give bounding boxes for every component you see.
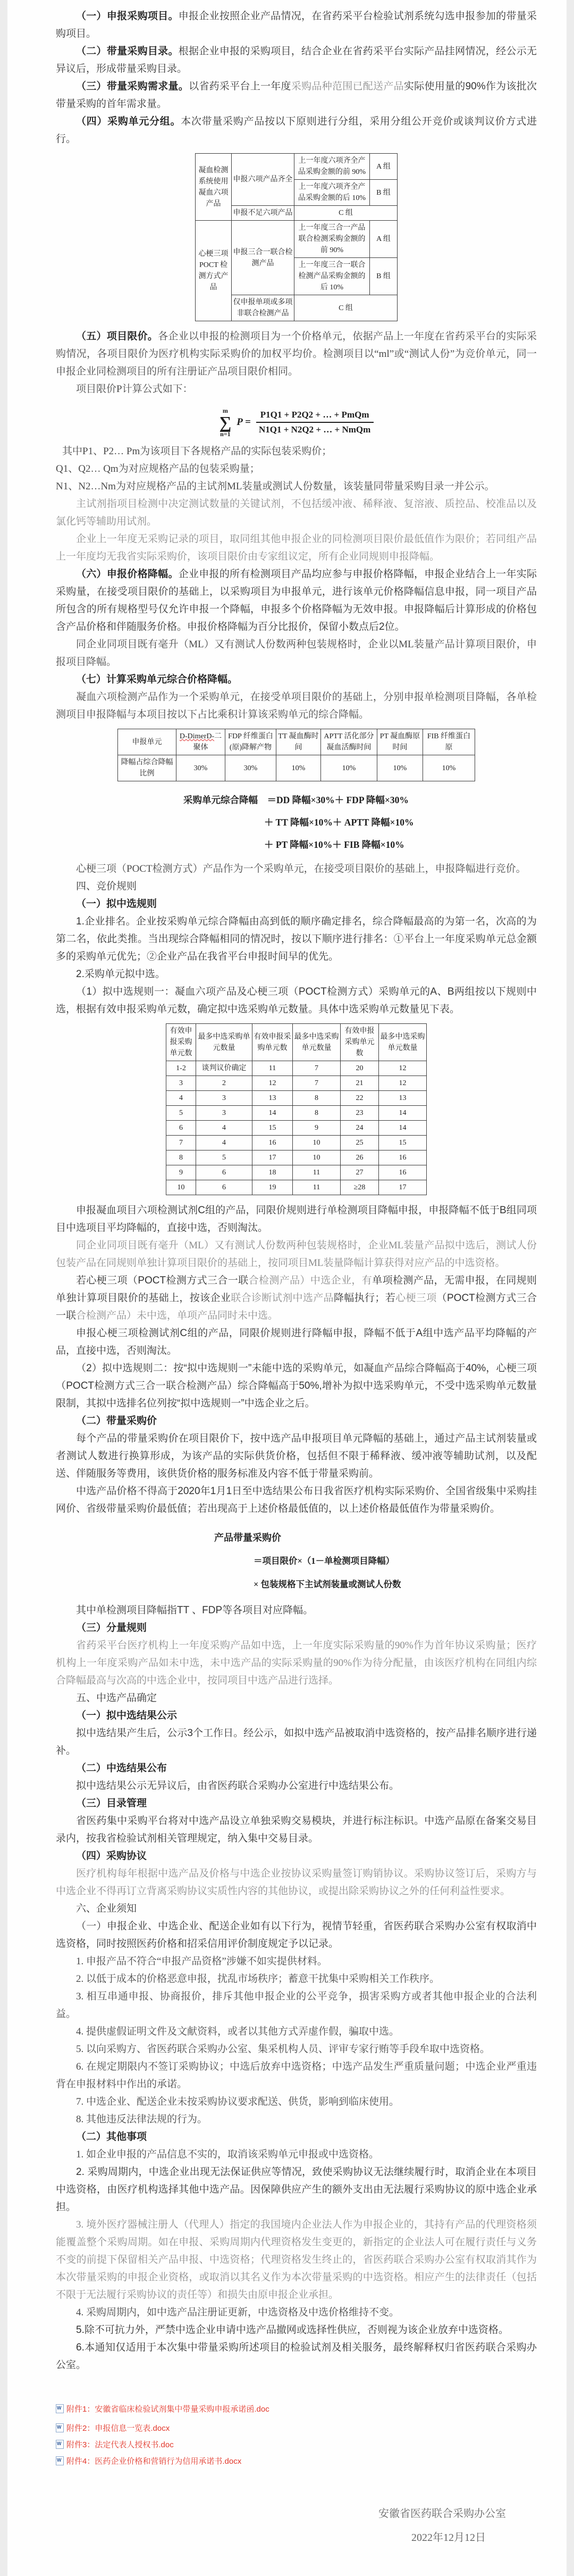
formula-title: 产品带量采购价: [214, 1532, 281, 1543]
attachment-row: [56, 2403, 537, 2414]
heading-run: （三）带量采购需求量。: [76, 81, 189, 92]
text-run: 拟中选结果公示无异议后，由省医药联合采购办公室进行中选结果公布。: [76, 1780, 400, 1791]
table-cell: 8: [166, 1151, 196, 1165]
paragraph: [56, 7, 537, 43]
table-cell: 17: [379, 1180, 427, 1195]
paragraph: [56, 2093, 537, 2111]
text-run: 3. 境外医疗器械注册人（代理人）指定的我国境内企业法人作为申报企业的，其持有产品的代理资格须能覆盖整个采购周期。如在申报、采购周期内代理资格发生变更的，新指定的企业法人可在履行责任与义务不变的前提下保留相关产品申报、中选资格；代理资格发生终止的，省医药联合采购办公室有权取消其作为本次带量采购的申报企业资格，或取消以其名义作为本次带量采购的中选资格。相应产生的法律责任（包括不限于无法履行采购协议的责任等）和损失由原申报企业承担。: [56, 2219, 537, 2300]
text-run: 8. 其他违反法律法规的行为。: [76, 2114, 208, 2125]
table-cell: 13: [379, 1091, 427, 1106]
paragraph: [56, 1953, 537, 1970]
attachment-link[interactable]: 附件3：法定代表人授权书.doc: [66, 2440, 174, 2449]
paragraph: [56, 1900, 537, 1918]
table-cell: A 组: [370, 154, 398, 180]
table-cell: 18: [252, 1165, 293, 1180]
formula-line: 采购单元综合降幅 ＝DD 降幅×30%＋ FDP 降幅×30%: [183, 795, 409, 805]
table-row: [166, 1106, 427, 1121]
text-run: 主试剂指项目检测中决定测试数量的关键试剂，不包括缓冲液、稀释液、复溶液、质控品、校准品以及氯化钙等辅助用试剂。: [56, 498, 537, 527]
paragraph: [56, 1707, 537, 1724]
text-run: 申报凝血项目六项检测试剂C组的产品，同限价规则进行单检测项目降幅申报，申报降幅不低于B组同项目中选项目平均降幅的，直接中选，否则淘汰。: [56, 1205, 537, 1233]
table-cell: 最多中选采购单元数量: [196, 1024, 252, 1061]
paragraph: [56, 895, 537, 913]
text-run: 各企业以申报的检测项目为一个价格单元，依据产品上一年度在省药采平台的实际采购情况，各项目限价为医疗机构实际采购价的加权平均价。检测项目以“ml”或“测试人份”为竞价单元，同一申报企业同检测项目的所有注册证产品项目限价相同。: [56, 331, 537, 377]
text-run: 5.除不可抗力外，严禁中选企业申请中选产品撤网或选择性供应，否则视为该企业放弃中选资格。: [76, 2324, 509, 2336]
table-cell: 谈判议价确定: [196, 1061, 252, 1076]
heading-run: （四）采购单元分组。: [76, 116, 181, 127]
table-cell: 2: [196, 1076, 252, 1091]
formula-line: ＝项目限价×（1－单检测项目降幅）: [254, 1556, 395, 1566]
text-run: 6. 在规定期限内不签订采购协议；中选后放弃中选资格；中选产品发生严重质量问题；中选企业严重违背在申报材料中作出的承诺。: [56, 2061, 537, 2090]
table-cell: 3: [196, 1091, 252, 1106]
text-run: 四、竞价规则: [76, 881, 137, 892]
formula-line: ＋ PT 降幅×10%＋ FIB 降幅×10%: [264, 839, 404, 850]
paragraph: [56, 1324, 537, 1360]
sum-limit: n=1: [220, 430, 231, 438]
table-cell: 15: [252, 1121, 293, 1136]
paragraph: [56, 1970, 537, 1988]
fraction-denominator: N1Q1 + N2Q2 + … + NmQm: [258, 424, 371, 435]
paragraph: [56, 1237, 537, 1272]
table-row: [166, 1121, 427, 1136]
text-run: 申报心梗三项检测试剂C组的产品，同限价规则进行降幅申报，降幅不低于A组中选产品平均降幅的产品，直接中选，否则淘汰。: [56, 1328, 537, 1356]
paragraph: [56, 688, 537, 723]
table-cell: 21: [341, 1076, 379, 1091]
heading-run: （一）拟中选规则: [76, 898, 157, 910]
table-cell: 22: [341, 1091, 379, 1106]
table-cell: 凝血检测系统使用凝血六项产品: [196, 154, 232, 221]
paragraph: [56, 671, 537, 688]
table-row: [118, 729, 475, 755]
text-run: 其中P1、P2… Pm为该项目下各规格产品的实际包装采购价；: [62, 446, 332, 457]
text-run: 4. 采购周期内，如中选产品注册证更新，中选资格及中选价格维持不变。: [76, 2307, 400, 2318]
table-cell: B 组: [370, 180, 398, 206]
paragraph: [56, 43, 537, 78]
paragraph: [56, 2040, 537, 2058]
text-run: 省药采平台医疗机构上一年度采购产品如中选，上一年度实际采购量的90%作为首年协议采购量；医疗机构上一年度采购产品如未中选，未中选产品的实际采购量的90%作为待分配量，由该医疗机构在同组内综合降幅最高与次高的中选企业中，按同项目中选产品进行选择。: [56, 1640, 537, 1686]
paragraph: [56, 78, 537, 113]
paragraph: [56, 2321, 537, 2339]
text-run: 企业申报的所有检测项目产品均应参与申报价格降幅，申报企业结合上一年实际采购量，在接受项目限价的基础上，以采购项目为申报单元，进行该单元价格降幅信息申报，同一项目产品所包含的所有规格型号仅允许申报一个降幅，申报多个价格降幅为无效申报。申报降幅后计算形成的价格包含产品价格和伴随服务价格。申报价格降幅为百分比报价，保留小数点后2位。: [56, 569, 537, 632]
paragraph: [56, 965, 537, 983]
table-cell: 3: [166, 1076, 196, 1091]
table-cell: 心梗三项POCT 检测方式产品: [196, 221, 232, 321]
text-run: 五、中选产品确定: [76, 1693, 157, 1704]
paragraph: [56, 2128, 537, 2146]
table-cell: 11: [293, 1165, 341, 1180]
paragraph: [56, 1795, 537, 1812]
table-cell: 24: [341, 1121, 379, 1136]
table-row: [166, 1180, 427, 1195]
text-run: 根据企业申报的采购项目，结合企业在省药采平台实际产品挂网情况，经公示无异议后，形成带量采购目录。: [56, 46, 537, 74]
sum-limit: m: [222, 407, 228, 414]
text-run: 4. 提供虚假证明文件及文献资料，或者以其他方式弄虚作假，骗取中选。: [76, 2026, 400, 2037]
paragraph: [56, 328, 537, 380]
table-cell: 上一年度三合一产品联合检测采购金额的前 90%: [294, 221, 370, 258]
table-cell: 27: [341, 1165, 379, 1180]
table-cell: TT 凝血酶时间: [276, 729, 321, 755]
table-cell: C 组: [294, 295, 398, 321]
table-cell: 6: [166, 1121, 196, 1136]
paragraph: [56, 1988, 537, 2023]
paragraph: [56, 913, 537, 965]
text-run: 六、企业须知: [76, 1903, 137, 1914]
paragraph: [56, 443, 537, 460]
text-run: （2）拟中选规则二：按“拟中选规则一”未能中选的采购单元，如凝血产品综合降幅高于40%，心梗三项（POCT检测方式三合一联合检测产品）综合降幅高于50%,增补为拟中选采购单元，不受中选采购单元数量限制，其拟中选排名位列按“拟中选规则一”中选企业之后。: [56, 1363, 537, 1409]
text-run: 合检测产品）未中选，单项产品同时未中选。: [76, 1310, 278, 1321]
paragraph: [56, 1619, 537, 1637]
paragraph: [56, 1412, 537, 1430]
paragraph: [56, 113, 537, 148]
text-run: （POCT检测方式三合一联: [56, 1293, 537, 1321]
table-cell: 26: [341, 1151, 379, 1165]
table-cell: 1-2: [166, 1061, 196, 1076]
table-row: [166, 1076, 427, 1091]
text-run: （一）申报企业、中选企业、配送企业如有以下行为，视情节轻重，省医药联合采购办公室有权取消中选资格，同时按照医药价格和招采信用评价制度规定予以记录。: [56, 1921, 537, 1949]
formula-line: [56, 1526, 537, 1549]
heading-run: （二）带量采购目录。: [76, 46, 179, 57]
table-cell: 4: [166, 1091, 196, 1106]
paragraph: [56, 1689, 537, 1707]
attachment-row: [56, 2439, 537, 2450]
text-run: 6.本通知仅适用于本次集中带量采购所述项目的检验试剂及相关服务，最终解释权归省医药联合采购办公室。: [56, 2342, 537, 2371]
paragraph: [56, 1918, 537, 1953]
composite-reduction-formula: [56, 789, 537, 856]
paragraph: [56, 460, 537, 478]
table-row: [166, 1165, 427, 1180]
table-cell: PT 凝血酶原时间: [377, 729, 423, 755]
table-cell: 8: [293, 1106, 341, 1121]
paragraph: [56, 1602, 537, 1619]
text-run: 7. 中选企业、配送企业未按采购协议要求配送、供货，影响到临床使用。: [76, 2096, 400, 2107]
text-run: 企业上一年度无采购记录的项目，取同组其他申报企业的同检测项目限价最低值作为限价；若同组产品上一年度均无我省实际采购价，该项目限价由专家组议定，所有企业同规则申报降幅。: [56, 533, 537, 562]
table-row: [196, 154, 398, 180]
paragraph: [56, 636, 537, 671]
table-cell: 申报不足六项产品: [232, 206, 294, 221]
table-cell: 13: [252, 1091, 293, 1106]
formula-title: 采购单元综合降幅: [183, 795, 258, 805]
footer-organization: 安徽省医药联合采购办公室: [378, 2508, 506, 2520]
paragraph: [56, 1777, 537, 1795]
table-cell: 10%: [321, 755, 377, 781]
text-run: 同企业同项目既有毫升（ML）又有测试人份数两种包装规格时，企业ML装量产品拟中选后，测试人份包装产品在同规则单独计算项目限价的基础上，按同项目ML装量降幅计算获得对应产品的中选资格。: [56, 1240, 537, 1269]
table-cell: 最多中选采购单元数量: [379, 1024, 427, 1061]
table-cell: 10: [293, 1151, 341, 1165]
paragraph: [56, 478, 537, 495]
table-cell: A 组: [370, 221, 398, 258]
text-run: 本次带量采购产品按以下原则进行分组，采用分组公开竞价或谈判议价方式进行。: [56, 116, 537, 145]
sum-icon: ∑: [219, 413, 232, 432]
text-run: 单项检测产品，无需申报，在同规则单独计算项目限价的基础上，按该企业: [56, 1275, 537, 1304]
table-cell: 3: [196, 1106, 252, 1121]
paragraph: [56, 2023, 537, 2040]
table-cell: 有效申报采购单元数: [341, 1024, 379, 1061]
heading-run: （二）中选结果公布: [76, 1763, 167, 1774]
table-cell: 23: [341, 1106, 379, 1121]
attachment-link[interactable]: 附件1：安徽省临床检验试剂集中带量采购申报承诺函.doc: [66, 2405, 269, 2414]
text-run: 省医药集中采购平台将对中选产品设立单独采购交易模块，并进行标注标识。中选产品原在备案交易目录内，按我省检验试剂相关管理规定，纳入集中交易目录。: [56, 1815, 537, 1844]
table-cell: 上一年度三合一联合检测产品采购金额的后 10%: [294, 258, 370, 295]
heading-run: （四）采购协议: [76, 1850, 147, 1862]
table-row: [166, 1151, 427, 1165]
text-run: 联合诊断试剂中选产品: [231, 1293, 334, 1304]
table-cell: 30%: [225, 755, 276, 781]
text-run: 2. 以低于成本的价格恶意申报，扰乱市场秩序；蓄意干扰集中采购相关工作秩序。: [76, 1973, 440, 1985]
text-run: N1、N2…Nm为对应规格产品的主试剂ML装量或测试人份数量，该装量同带量采购目录一并公示。: [56, 481, 495, 492]
table-cell: 14: [379, 1106, 427, 1121]
table-cell: 14: [379, 1121, 427, 1136]
volume-price-formula: [56, 1526, 537, 1596]
text-run: 其中单检测项目降幅指TT 、FDP等各项目对应降幅。: [76, 1605, 314, 1616]
table-cell: 12: [252, 1076, 293, 1091]
table-cell: 10%: [377, 755, 423, 781]
table-row: [166, 1024, 427, 1061]
paragraph: [56, 495, 537, 530]
table-cell: 16: [379, 1151, 427, 1165]
table-cell: 12: [379, 1061, 427, 1076]
text-run: （1）拟中选规则一：凝血六项产品及心梗三项（POCT检测方式）采购单元的A、B两组按以下规则中选，根据有效申报采购单元数，确定拟中选采购单元数量。具体中选采购单元数量见下表。: [56, 986, 537, 1015]
table-cell: 申报三合一联合检测产品: [232, 221, 294, 295]
text-run: 心梗三项: [395, 1293, 437, 1304]
paragraph: [56, 1637, 537, 1689]
word-doc-icon: [56, 2440, 64, 2449]
text-run: 2. 采购周期内，中选企业出现无法保证供应等情况，致使采购协议无法继续履行时，取消企业在本项目中选资格，由医疗机构选择其他中选产品。因保障供应产生的额外支出由无法履行采购协议的原中选企业承担。: [56, 2166, 537, 2213]
heading-run: （六）申报价格降幅。: [76, 569, 179, 580]
fraction-numerator: P1Q1 + P2Q2 + … + PmQm: [256, 410, 374, 423]
selection-count-table: [166, 1023, 427, 1195]
table-cell: 6: [196, 1165, 252, 1180]
table-cell: 4: [196, 1136, 252, 1151]
paragraph: [56, 1430, 537, 1482]
text-run: 采购品种范围已配送产品: [291, 81, 404, 92]
text-run: 1. 申报产品不符合“申报产品资格”涉嫌不如实提供材料。: [76, 1956, 327, 1967]
text-run: 5. 以向采购方、省医药联合采购办公室、集采机构人员、评审专家行贿等手段牟取中选资格。: [76, 2044, 491, 2055]
paragraph: [56, 2111, 537, 2128]
table-cell: 10%: [423, 755, 475, 781]
paragraph: [56, 1760, 537, 1777]
text-run: 1. 如企业申报的产品信息不实的，取消该采购单元申报或中选资格。: [76, 2149, 379, 2160]
text-run: 以省药采平台上一年度: [189, 81, 291, 92]
price-limit-formula: [56, 407, 537, 437]
paragraph: [56, 2146, 537, 2163]
table-row: [166, 1061, 427, 1076]
heading-run: （一）申报采购项目。: [76, 11, 179, 22]
table-cell: 申报单元: [118, 729, 176, 755]
text-run: 合检测产品）中选企业，有: [248, 1275, 373, 1286]
text-run: 凝血六项检测产品作为一个采购单元，在接受单项目限价的基础上，分别申报单检测项目降幅，各单检测项目申报降幅与本项目按以下占比乘积计算该采购单元的综合降幅。: [56, 691, 537, 720]
paragraph: [56, 860, 537, 878]
footer-date: 2022年12月12日: [411, 2532, 486, 2544]
paragraph: [56, 1272, 537, 1324]
table-cell: ≥28: [341, 1180, 379, 1195]
paragraph: [56, 2216, 537, 2304]
table-row: [196, 221, 398, 258]
table-cell: 14: [252, 1106, 293, 1121]
paragraph: [56, 2163, 537, 2216]
formula-line: ＋ TT 降幅×10%＋ APTT 降幅×10%: [264, 817, 414, 828]
table-cell: 仅申报单项或多项非联合检测产品: [232, 295, 294, 321]
table-cell: 12: [379, 1076, 427, 1091]
table-cell: 7: [166, 1136, 196, 1151]
text-run: 心梗三项（POCT检测方式）产品作为一个采购单元，在接受项目限价的基础上，申报降幅进行竞价。: [76, 863, 526, 874]
heading-run: （七）计算采购单元综合价格降幅。: [76, 674, 238, 685]
paragraph: [56, 2339, 537, 2374]
table-cell: 25: [341, 1136, 379, 1151]
word-doc-icon: [56, 2456, 64, 2465]
paragraph: [56, 2058, 537, 2093]
table-cell: 11: [252, 1061, 293, 1076]
table-cell: 9: [293, 1121, 341, 1136]
paragraph: [56, 530, 537, 565]
procurement-grouping-table: [195, 153, 398, 321]
paragraph: [56, 1847, 537, 1865]
table-cell: 10%: [276, 755, 321, 781]
table-row: [166, 1091, 427, 1106]
text-run: 实际使用量的90%作为该批次带量采购的首年需求量。: [56, 81, 537, 110]
text-run: 项目限价P计算公式如下：: [76, 384, 193, 395]
table-cell: 6: [196, 1180, 252, 1195]
text-run: 1.企业排名。企业按采购单元综合降幅由高到低的顺序确定排名，综合降幅最高的为第一名，次高的为第二名，依此类推。当出现综合降幅相同的情况时，按以下顺序进行排名：①平台上一年度采购单元总金额多的采购单元优先；②企业产品在我省平台申报时间早的优先。: [56, 916, 537, 962]
attachments: [56, 2403, 537, 2466]
heading-run: （一）拟中选结果公示: [76, 1710, 178, 1721]
table-cell: 10: [293, 1136, 341, 1151]
text-run: 同企业同项目既有毫升（ML）又有测试人份数两种包装规格时，企业以ML装量产品计算项目限价，申报项目降幅。: [56, 639, 537, 668]
paragraph: [56, 983, 537, 1018]
formula-lhs: P =: [237, 416, 251, 428]
sigma-symbol: [219, 407, 231, 437]
text-run: 拟中选结果产生后，公示3个工作日。经公示，如拟中选产品被取消中选资格的，按产品排名顺序进行递补。: [56, 1728, 537, 1756]
table-row: [118, 755, 475, 781]
table-cell: 5: [166, 1106, 196, 1121]
paragraph: [56, 1482, 537, 1518]
table-cell: 16: [379, 1165, 427, 1180]
text-run: 若心梗三项（POCT检测方式三合一联: [76, 1275, 249, 1286]
text-run: 每个产品的带量采购价在项目限价下，按中选产品申报项目单元降幅的基础上，通过产品主试剂装量或者测试人数进行换算形成，为该产品的实际供货价格，包括但不限于稀释液、缓冲液等辅助试剂，以及配送、伴随服务等费用，该供货价格的服务标准及内容不低于带量采购前。: [56, 1433, 537, 1479]
table-cell: 16: [252, 1136, 293, 1151]
table-cell: B 组: [370, 258, 398, 295]
text-run: 2.采购单元拟中选。: [76, 969, 165, 980]
table-cell: 有效申报采购单元数: [166, 1024, 196, 1061]
table-cell: 降幅占综合降幅比例: [118, 755, 176, 781]
table-cell: 9: [166, 1165, 196, 1180]
word-doc-icon: [56, 2404, 64, 2413]
table-cell: C 组: [294, 206, 398, 221]
attachment-link[interactable]: 附件4：医药企业价格和营销行为信用承诺书.docx: [66, 2457, 242, 2466]
text-run: Q1、Q2… Qm为对应规格产品的包装采购量；: [56, 463, 260, 474]
attachment-row: [56, 2455, 537, 2466]
heading-run: （三）分量规则: [76, 1622, 147, 1633]
paragraph: [56, 2304, 537, 2321]
table-cell: 15: [379, 1136, 427, 1151]
table-cell: 19: [252, 1180, 293, 1195]
paragraph: [56, 380, 537, 398]
table-cell: FDP 纤维蛋白(原)降解产物: [225, 729, 276, 755]
attachment-row: [56, 2422, 537, 2433]
formula-line: × 包装规格下主试剂装量或测试人份数: [254, 1579, 401, 1589]
table-row: [166, 1136, 427, 1151]
formula-fraction: [256, 410, 374, 435]
text-run: 降幅执行；若: [333, 1293, 396, 1304]
text-run: 中选产品价格不得高于2020年1月1日至中选结果公布日我省医疗机构实际采购价、全国省级集中采购挂网价、省级带量采购价最低值；若出现高于上述价格最低值的，以上述价格最低值作为带量采购价。: [56, 1486, 537, 1514]
paragraph: [56, 1360, 537, 1412]
paragraph: [56, 1202, 537, 1237]
table-cell: 7: [293, 1076, 341, 1091]
paragraph: [56, 565, 537, 636]
table-cell: D-DimerD-二聚体: [176, 729, 225, 755]
table-cell: 20: [341, 1061, 379, 1076]
heading-run: （二）带量采购价: [76, 1415, 157, 1427]
text-run: 3. 相互串通申报、协商报价，排斥其他申报企业的公平竞争，损害采购方或者其他申报企业的合法利益。: [56, 1991, 537, 2020]
text-run: 医疗机构每年根据中选产品及价格与中选企业按协议采购量签订购销协议。采购协议签订后，采购方与中选企业不得再订立背离采购协议实质性内容的其他协议，或提出除采购协议之外的任何利益性要求。: [56, 1868, 537, 1897]
table-cell: 上一年度六项齐全产品采购金额的前 90%: [294, 154, 370, 180]
table-cell: APTT 活化部分凝血活酶时间: [321, 729, 377, 755]
table-cell: 17: [252, 1151, 293, 1165]
text-run: 申报企业按照企业产品情况，在省药采平台检验试剂系统勾选申报参加的带量采购项目。: [56, 11, 537, 39]
table-cell: 申报六项产品齐全: [232, 154, 294, 206]
heading-run: （五）项目限价。: [76, 331, 158, 342]
attachment-link[interactable]: 附件2：申报信息一览表.docx: [66, 2424, 170, 2433]
table-cell: 11: [293, 1180, 341, 1195]
table-cell: 7: [293, 1061, 341, 1076]
table-cell: 4: [196, 1121, 252, 1136]
table-cell: 有效申报采购单元数: [252, 1024, 293, 1061]
table-cell: 最多中选采购单元数量: [293, 1024, 341, 1061]
table-cell: FIB 纤维蛋白原: [423, 729, 475, 755]
heading-run: （三）目录管理: [76, 1798, 147, 1809]
word-doc-icon: [56, 2423, 64, 2432]
spellcheck-underline: D-DimerD-: [179, 732, 215, 740]
document-body: [56, 7, 537, 2374]
table-cell: 10: [166, 1180, 196, 1195]
table-cell: 上一年度六项齐全产品采购金额的后 10%: [294, 180, 370, 206]
paragraph: [56, 1724, 537, 1760]
table-cell: 5: [196, 1151, 252, 1165]
paragraph: [56, 1812, 537, 1847]
table-cell: 30%: [176, 755, 225, 781]
paragraph: [56, 1865, 537, 1900]
paragraph: [56, 878, 537, 895]
table-cell: 8: [293, 1091, 341, 1106]
reduction-share-table: [117, 729, 475, 781]
heading-run: （二）其他事项: [76, 2131, 147, 2143]
